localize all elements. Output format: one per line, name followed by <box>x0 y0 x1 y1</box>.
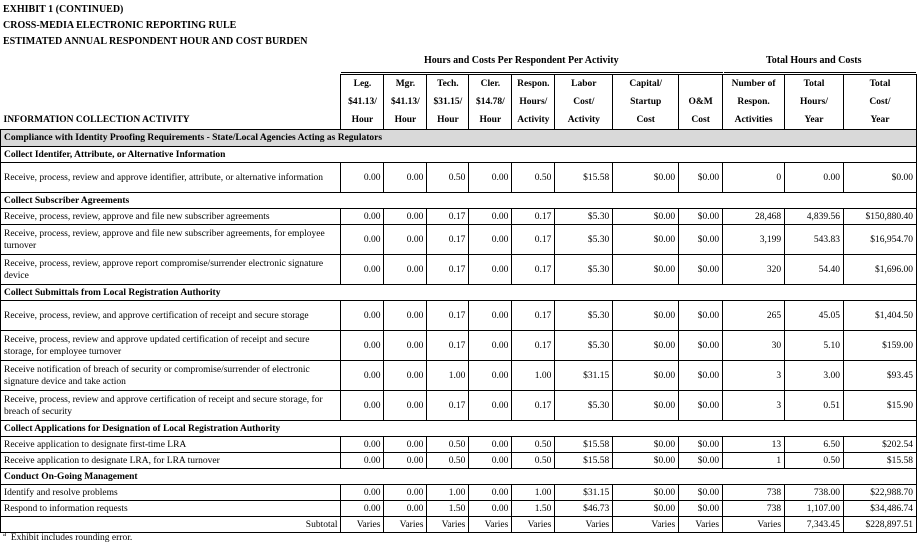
column-header: Number of <box>723 75 785 94</box>
table-cell: 0.00 <box>469 391 512 421</box>
column-header: $14.78/ <box>469 93 512 111</box>
table-cell: 0.17 <box>512 255 555 285</box>
table-cell: 0.00 <box>384 437 427 453</box>
table-cell: $0.00 <box>613 501 679 517</box>
section-title: Collect Identifer, Attribute, or Alternative Information <box>1 147 917 163</box>
column-header: Cost/ <box>555 93 613 111</box>
table-cell: $0.00 <box>843 163 916 193</box>
table-cell: $5.30 <box>555 331 613 361</box>
column-header: Respon. <box>723 93 785 111</box>
table-cell: $159.00 <box>843 331 916 361</box>
column-header: Capital/ <box>613 75 679 94</box>
table-cell: $150,880.40 <box>843 209 916 225</box>
table-cell: $0.00 <box>679 391 723 421</box>
activity-description: Receive application to designate LRA, for LRA turnover <box>1 453 341 469</box>
table-cell: 45.05 <box>785 301 844 331</box>
column-header: Leg. <box>341 75 384 94</box>
table-cell: 0.17 <box>512 391 555 421</box>
subtotal-cell: $228,897.51 <box>843 517 916 533</box>
table-row <box>1 501 917 517</box>
table-cell: $0.00 <box>613 225 679 255</box>
column-header: Year <box>843 111 916 130</box>
footnote-text: Exhibit includes rounding error. <box>10 533 133 544</box>
table-cell: $34,486.74 <box>843 501 916 517</box>
table-cell: 0.00 <box>341 301 384 331</box>
table-row <box>1 209 917 225</box>
table-cell: 0.17 <box>427 255 469 285</box>
activity-description: Receive, process, review and approve identifier, attribute, or alternative information <box>1 163 341 193</box>
table-cell: 0.00 <box>384 225 427 255</box>
column-header: Cost <box>679 111 723 130</box>
section-row <box>1 285 917 301</box>
table-row <box>1 301 917 331</box>
subtotal-label: Subtotal <box>1 517 341 533</box>
footnote-marker: a <box>3 530 7 538</box>
header-row <box>1 75 917 94</box>
table-cell: $5.30 <box>555 391 613 421</box>
table-cell: 0.00 <box>469 485 512 501</box>
table-cell: 0.00 <box>384 331 427 361</box>
activity-description: Receive, process, review and approve updated certification of receipt and secure storage, for employee turnover <box>1 331 341 361</box>
column-header: Total <box>843 75 916 94</box>
subtotal-cell: Varies <box>469 517 512 533</box>
table-cell: 543.83 <box>785 225 844 255</box>
table-cell: $22,988.70 <box>843 485 916 501</box>
table-cell: $0.00 <box>613 255 679 285</box>
table-cell: 0.00 <box>384 163 427 193</box>
table-cell: 0.00 <box>341 209 384 225</box>
section-title: Collect Applications for Designation of Local Registration Authority <box>1 421 917 437</box>
column-header: Cost <box>613 111 679 130</box>
table-cell: 30 <box>723 331 785 361</box>
table-cell: 0.17 <box>512 225 555 255</box>
table-cell: 0.50 <box>427 453 469 469</box>
table-cell: $16,954.70 <box>843 225 916 255</box>
table-cell: 1.50 <box>427 501 469 517</box>
column-header: Startup <box>613 93 679 111</box>
table-cell: 0.00 <box>341 361 384 391</box>
table-cell: $0.00 <box>679 225 723 255</box>
table-cell: $15.58 <box>555 437 613 453</box>
table-cell: $0.00 <box>679 361 723 391</box>
table-cell: $15.90 <box>843 391 916 421</box>
table-cell: $0.00 <box>613 453 679 469</box>
table-cell: 0.51 <box>785 391 844 421</box>
table-cell: 0.00 <box>384 501 427 517</box>
totals-group-header: Total Hours and Costs <box>766 55 862 66</box>
column-header: $41.13/ <box>384 93 427 111</box>
column-header: Cler. <box>469 75 512 94</box>
subtotal-row <box>1 517 917 533</box>
column-header: Hours/ <box>785 93 844 111</box>
table-cell: 320 <box>723 255 785 285</box>
table-cell: 0.17 <box>427 391 469 421</box>
table-row <box>1 331 917 361</box>
table-row <box>1 453 917 469</box>
table-cell: $0.00 <box>679 209 723 225</box>
table-cell: 0.00 <box>341 453 384 469</box>
table-cell: 0.50 <box>427 163 469 193</box>
table-cell: 0.00 <box>469 301 512 331</box>
table-cell: 1 <box>723 453 785 469</box>
exhibit-titles <box>3 2 308 50</box>
table-cell: 0.00 <box>469 501 512 517</box>
table-cell: $0.00 <box>679 301 723 331</box>
table-row <box>1 485 917 501</box>
table-cell: 3,199 <box>723 225 785 255</box>
table-cell: 1,107.00 <box>785 501 844 517</box>
column-header: Hour <box>384 111 427 130</box>
table-cell: 6.50 <box>785 437 844 453</box>
table-cell: 0.00 <box>469 255 512 285</box>
table-cell: 1.50 <box>512 501 555 517</box>
table-cell: 1.00 <box>512 485 555 501</box>
table-cell: 0.17 <box>427 209 469 225</box>
activity-description: Receive, process, review, and approve certification of receipt and secure storage <box>1 301 341 331</box>
table-cell: 0.00 <box>341 163 384 193</box>
footnote <box>3 530 132 543</box>
table-cell: 0.00 <box>469 453 512 469</box>
table-cell: 0.00 <box>384 209 427 225</box>
banner-title: Compliance with Identity Proofing Requirements - State/Local Agencies Acting as Regulators <box>1 130 917 147</box>
table-cell: 1.00 <box>427 361 469 391</box>
column-header: Cost/ <box>843 93 916 111</box>
table-cell: $5.30 <box>555 209 613 225</box>
subtotal-cell: Varies <box>679 517 723 533</box>
table-row <box>1 163 917 193</box>
column-header: Activities <box>723 111 785 130</box>
table-cell: 738 <box>723 485 785 501</box>
header-row <box>1 111 917 130</box>
activity-description: Receive, process, review, approve and file new subscriber agreements <box>1 209 341 225</box>
table-cell: $15.58 <box>555 163 613 193</box>
table-cell: 0 <box>723 163 785 193</box>
table-row <box>1 437 917 453</box>
table-cell: $15.58 <box>555 453 613 469</box>
table-cell: $0.00 <box>613 209 679 225</box>
column-header: Year <box>785 111 844 130</box>
table-cell: $0.00 <box>679 453 723 469</box>
table-cell: 0.00 <box>384 453 427 469</box>
table-cell: 0.00 <box>384 485 427 501</box>
table-cell: 54.40 <box>785 255 844 285</box>
table-cell: $0.00 <box>613 391 679 421</box>
subtotal-cell: Varies <box>613 517 679 533</box>
section-title: Collect Submittals from Local Registration Authority <box>1 285 917 301</box>
table-row <box>1 255 917 285</box>
table-cell: $1,696.00 <box>843 255 916 285</box>
table-cell: $0.00 <box>679 437 723 453</box>
column-header: $31.15/ <box>427 93 469 111</box>
table-cell: $15.58 <box>843 453 916 469</box>
column-header: Hours/ <box>512 93 555 111</box>
column-header: Hour <box>427 111 469 130</box>
table-cell: 0.00 <box>469 225 512 255</box>
column-header: Activity <box>555 111 613 130</box>
activity-column-header: INFORMATION COLLECTION ACTIVITY <box>3 115 190 125</box>
table-cell: $31.15 <box>555 361 613 391</box>
table-cell: $46.73 <box>555 501 613 517</box>
table-row <box>1 391 917 421</box>
table-cell: 0.00 <box>469 209 512 225</box>
header-row <box>1 93 917 111</box>
table-cell: 0.50 <box>427 437 469 453</box>
table-cell: $5.30 <box>555 255 613 285</box>
burden-table <box>0 74 917 533</box>
subtotal-cell: 7,343.45 <box>785 517 844 533</box>
activity-description: Respond to information requests <box>1 501 341 517</box>
table-cell: $0.00 <box>613 361 679 391</box>
table-cell: $31.15 <box>555 485 613 501</box>
table-cell: 3 <box>723 361 785 391</box>
table-cell: 0.00 <box>469 163 512 193</box>
table-row <box>1 361 917 391</box>
table-cell: 5.10 <box>785 331 844 361</box>
table-cell: 1.00 <box>427 485 469 501</box>
activity-description: Receive notification of breach of security or compromise/surrender of electronic signature device and take action <box>1 361 341 391</box>
section-row <box>1 469 917 485</box>
banner-row <box>1 130 917 147</box>
table-cell: 0.00 <box>341 225 384 255</box>
activity-column-header <box>1 93 341 111</box>
activity-description: Receive, process, review, approve and file new subscriber agreements, for employee turnover <box>1 225 341 255</box>
table-cell: $1,404.50 <box>843 301 916 331</box>
table-cell: 265 <box>723 301 785 331</box>
table-cell: 3.00 <box>785 361 844 391</box>
table-cell: 0.00 <box>469 361 512 391</box>
activity-description: Receive application to designate first-time LRA <box>1 437 341 453</box>
table-cell: 3 <box>723 391 785 421</box>
exhibit-title: EXHIBIT 1 (CONTINUED) <box>3 4 124 15</box>
table-cell: 0.00 <box>384 361 427 391</box>
table-cell: 0.17 <box>512 209 555 225</box>
table-cell: $0.00 <box>613 163 679 193</box>
table-cell: 0.17 <box>427 331 469 361</box>
table-cell: $0.00 <box>679 331 723 361</box>
table-cell: 0.17 <box>512 301 555 331</box>
table-cell: 0.00 <box>384 391 427 421</box>
table-cell: $5.30 <box>555 301 613 331</box>
table-cell: 738.00 <box>785 485 844 501</box>
activity-column-header <box>1 75 341 94</box>
table-cell: $0.00 <box>613 437 679 453</box>
table-cell: 0.00 <box>785 163 844 193</box>
column-header: Hour <box>341 111 384 130</box>
table-cell: $0.00 <box>679 485 723 501</box>
column-header <box>679 75 723 94</box>
table-row <box>1 225 917 255</box>
column-header: Mgr. <box>384 75 427 94</box>
table-cell: 0.17 <box>427 301 469 331</box>
table-cell: 0.17 <box>427 225 469 255</box>
table-cell: $0.00 <box>613 331 679 361</box>
table-cell: $0.00 <box>613 301 679 331</box>
column-header: Respon. <box>512 75 555 94</box>
subtotal-cell: Varies <box>384 517 427 533</box>
subtotal-cell: Varies <box>341 517 384 533</box>
section-row <box>1 193 917 209</box>
table-cell: 13 <box>723 437 785 453</box>
activity-description: Identify and resolve problems <box>1 485 341 501</box>
section-row <box>1 421 917 437</box>
subtotal-cell: Varies <box>723 517 785 533</box>
table-cell: 28,468 <box>723 209 785 225</box>
section-title: Collect Subscriber Agreements <box>1 193 917 209</box>
table-cell: 4,839.56 <box>785 209 844 225</box>
column-header: O&M <box>679 93 723 111</box>
burden-title: ESTIMATED ANNUAL RESPONDENT HOUR AND COST BURDEN <box>3 36 308 47</box>
column-header: Labor <box>555 75 613 94</box>
table-cell: $93.45 <box>843 361 916 391</box>
section-title: Conduct On-Going Management <box>1 469 917 485</box>
table-cell: 0.00 <box>341 331 384 361</box>
table-cell: 0.17 <box>512 331 555 361</box>
rule-title: CROSS-MEDIA ELECTRONIC REPORTING RULE <box>3 20 237 31</box>
table-cell: $0.00 <box>613 485 679 501</box>
table-cell: 0.00 <box>341 437 384 453</box>
table-cell: 738 <box>723 501 785 517</box>
column-header: Total <box>785 75 844 94</box>
table-cell: 0.00 <box>384 255 427 285</box>
subtotal-cell: Varies <box>512 517 555 533</box>
column-header: Tech. <box>427 75 469 94</box>
table-cell: $0.00 <box>679 163 723 193</box>
table-cell: 0.00 <box>469 331 512 361</box>
table-cell: 0.00 <box>341 485 384 501</box>
table-cell: $5.30 <box>555 225 613 255</box>
column-header: Hour <box>469 111 512 130</box>
table-cell: 0.00 <box>341 391 384 421</box>
table-cell: 0.50 <box>512 453 555 469</box>
activity-description: Receive, process, review, approve report compromise/surrender electronic signature device <box>1 255 341 285</box>
table-cell: $202.54 <box>843 437 916 453</box>
table-cell: $0.00 <box>679 501 723 517</box>
table-cell: 0.00 <box>384 301 427 331</box>
table-cell: 0.00 <box>469 437 512 453</box>
table-cell: 0.00 <box>341 501 384 517</box>
per-activity-group-header: Hours and Costs Per Respondent Per Activity <box>424 55 619 66</box>
table-cell: 0.50 <box>512 437 555 453</box>
column-header: Activity <box>512 111 555 130</box>
activity-description: Receive, process, review and approve certification of receipt and secure storage, for breach of security <box>1 391 341 421</box>
totals-group-rule <box>724 72 916 73</box>
per-activity-group-rule <box>341 72 723 73</box>
table-cell: 0.00 <box>341 255 384 285</box>
subtotal-cell: Varies <box>555 517 613 533</box>
table-cell: 1.00 <box>512 361 555 391</box>
table-cell: 0.50 <box>512 163 555 193</box>
subtotal-cell: Varies <box>427 517 469 533</box>
table-cell: $0.00 <box>679 255 723 285</box>
section-row <box>1 147 917 163</box>
column-header: $41.13/ <box>341 93 384 111</box>
table-cell: 0.50 <box>785 453 844 469</box>
